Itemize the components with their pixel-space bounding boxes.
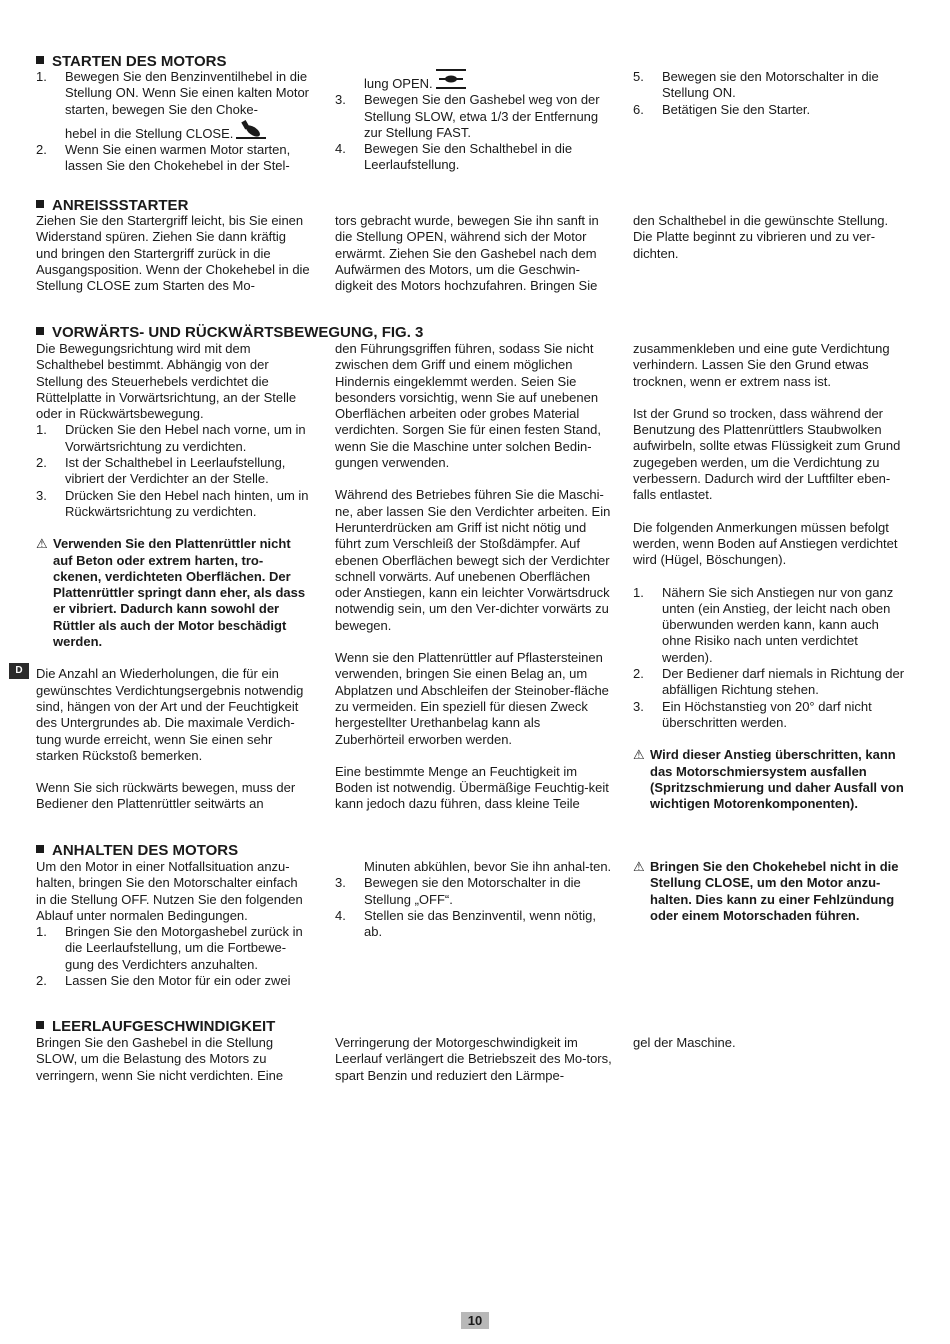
page-number: 10 — [461, 1312, 489, 1329]
heading-starten-des-motors: STARTEN DES MOTORS — [36, 53, 226, 70]
heading-leerlaufgeschwindigkeit: LEERLAUFGESCHWINDIGKEIT — [36, 1018, 275, 1035]
warning-icon: ⚠ — [36, 536, 48, 552]
list-item: 2. Lassen Sie den Motor für ein oder zwei — [36, 973, 291, 989]
s4-col1: Um den Motor in einer Notfallsituation anzu-halten, bringen Sie den Motorschalter einfach in die Stellung OFF. Nutzen Sie den folgenden Ablauf unter normalen Bedingungen. 1. Bringen Sie den Motorgashebel zurück in die Leerlaufstellung, um die Fortbewe-gung des Verdichters anzuhalten. 2. Lassen Sie den Motor für ein oder zwei — [36, 859, 311, 989]
heading-vorwaerts-rueckwaerts: VORWÄRTS- UND RÜCKWÄRTSBEWEGUNG, FIG. 3 — [36, 324, 423, 341]
choke-open-icon — [435, 68, 467, 90]
bullet-square — [36, 845, 44, 853]
list-item: 2. Wenn Sie einen warmen Motor starten, lassen Sie den Chokehebel in der Stel- — [36, 142, 291, 174]
choke-close-icon — [235, 118, 267, 140]
list-item: 6. Betätigen Sie den Starter. — [633, 101, 811, 117]
s3-col1: Die Bewegungsrichtung wird mit dem Schalthebel bestimmt. Abhängig von der Stellung des Steuerhebels verdichtet die Rüttelplatte in Vorwärtsrichtung, an der Stelle oder in Rückwärtsbewegung. 1. Drücken Sie den Hebel nach vorne, um in Vorwärtsrichtung zu verdichten. 2. Ist der Schalthebel in Leerlaufstellung, vibriert der Verdichter an der Stelle. 3. Drücken Sie den Hebel nach hinten, um in Rückwärtsrichtung zu verdichten. ⚠ Verwenden Sie den Plattenrüttler nicht auf Beton oder extrem harten, tro-ckenen, verdichteten Oberflächen. Der Plattenrüttler springt dann eher, als dass er vibriert. Dadurch kann sowohl der Rüttler als auch der Motor beschädigt werden. Die Anzahl an Wiederholungen, die für ein gewünschtes Verdichtungsergebnis notwendig sind, hängen von der Art und der Feuchtigkeit des Untergrundes ab. Die maximale Verdich-tung wurde erreicht, wenn Sie einen sehr starken Rückstoß bemerken. Wenn Sie sich rückwärts bewegen, muss der Bediener den Plattenrüttler seitwärts an — [36, 341, 311, 813]
list-item: 1. Drücken Sie den Hebel nach vorne, um in Vorwärtsrichtung zu verdichten. — [36, 422, 306, 454]
bullet-square — [36, 200, 44, 208]
warning-icon: ⚠ — [633, 859, 645, 874]
warning-note: ⚠ Verwenden Sie den Plattenrüttler nicht auf Beton oder extrem harten, tro-ckenen, verdichteten Oberflächen. Der Plattenrüttler springt dann eher, als dass er vibriert. Dadurch kann sowohl der Rüttler als auch der Motor beschädigt werden. — [36, 536, 306, 650]
s1-col2: lung OPEN. 3. Bewegen Sie den Gashebel weg von der Stellung SLOW, etwa 1/3 der Entfernung zur Stellung FAST. 4. Bewegen Sie den Schalthebel in die Leerlaufstellung. — [335, 68, 613, 174]
list-item: 2. Ist der Schalthebel in Leerlaufstellung, vibriert der Verdichter an der Stelle. — [36, 455, 286, 487]
list-item: 3. Drücken Sie den Hebel nach hinten, um in Rückwärtsrichtung zu verdichten. — [36, 487, 309, 519]
list-item: 3. Bewegen sie den Motorschalter in die Stellung „OFF“. — [335, 875, 581, 907]
heading-anhalten-des-motors: ANHALTEN DES MOTORS — [36, 842, 238, 859]
warning-note: ⚠ Bringen Sie den Chokehebel nicht in die Stellung CLOSE, um den Motor anzu-halten. Dies kann zu einer Fehlzündung oder einem Motorschaden führen. — [633, 859, 899, 923]
language-tab: D — [9, 663, 29, 679]
s5-col2: Verringerung der Motorgeschwindigkeit im Leerlauf verlängert die Betriebszeit des Mo-tors, spart Benzin und reduziert den Lärmpe- — [335, 1035, 612, 1083]
list-item: 3. Bewegen Sie den Gashebel weg von der Stellung SLOW, etwa 1/3 der Entfernung zur Stellung FAST. — [335, 92, 600, 140]
heading-anreissstarter: ANREISSSTARTER — [36, 197, 188, 214]
bullet-square — [36, 1021, 44, 1029]
s1-col1 — [36, 69, 311, 175]
s4-col2: Minuten abkühlen, bevor Sie ihn anhal-ten. 3. Bewegen sie den Motorschalter in die Stellung „OFF“. 4. Stellen sie das Benzinventil, wenn nötig, ab. — [335, 859, 612, 940]
s2-col3: den Schalthebel in die gewünschte Stellung. Die Platte beginnt zu vibrieren und zu ver-dichten. — [633, 213, 889, 261]
bullet-square — [36, 56, 44, 64]
list-item: 1. Bewegen Sie den Benzinventilhebel in die Stellung ON. Wenn Sie einen kalten Motor starten, bewegen Sie den Choke- hebel in die Stellung CLOSE. — [36, 69, 310, 141]
list-item: 3. Ein Höchstanstieg von 20° darf nicht überschritten werden. — [633, 698, 872, 730]
list-item: 1. Bringen Sie den Motorgashebel zurück in die Leerlaufstellung, um die Fortbewe-gung des Verdichters anzuhalten. — [36, 924, 303, 972]
bullet-square — [36, 327, 44, 335]
list-item: 4. Stellen sie das Benzinventil, wenn nötig, ab. — [335, 907, 596, 940]
list-item: 5. Bewegen sie den Motorschalter in die Stellung ON. — [633, 69, 879, 101]
warning-note: ⚠ Wird dieser Anstieg überschritten, kann das Motorschmiersystem ausfallen (Spritzschmierung und daher Ausfall von wichtigen Motorenkomponenten). — [633, 747, 904, 812]
s5-col1: Bringen Sie den Gashebel in die Stellung SLOW, um die Belastung des Motors zu verringern, wenn Sie nicht verdichten. Eine — [36, 1035, 284, 1083]
s2-col2: tors gebracht wurde, bewegen Sie ihn sanft in die Stellung OPEN, während sich der Motor erwärmt. Ziehen Sie den Gashebel nach dem Aufwärmen des Motors, um die Geschwin-digkeit des Motors hochzufahren. Bringen Sie — [335, 213, 599, 294]
s4-col3 — [633, 859, 911, 924]
warning-icon: ⚠ — [633, 747, 645, 763]
s3-col3: zusammenkleben und eine gute Verdichtung verhindern. Lassen Sie den Grund etwas trocknen, wenn er extrem nass ist. Ist der Grund so trocken, dass während der Benutzung des Plattenrüttlers Staubwolken aufwirbeln, sollte etwas Flüssigkeit zum Grund zugegeben werden, um die Verdichtung zu verbessern. Dadurch wird der Luftfilter eben-falls entlastet. Die folgenden Anmerkungen müssen befolgt werden, wenn Boden auf Anstiegen verdichtet wird (Hügel, Böschungen). 1. Nähern Sie sich Anstiegen nur von ganz unten (ein Anstieg, der leicht nach oben überwunden werden kann, kann auch ohne Risiko nach unten verdichtet werden). 2. Der Bediener darf niemals in Richtung der abfälligen Richtung stehen. 3. Ein Höchstanstieg von 20° darf nicht überschritten werden. ⚠ Wird dieser Anstieg überschritten, kann das Motorschmiersystem ausfallen (Spritzschmierung und daher Ausfall von wichtigen Motorenkomponenten). — [633, 341, 911, 812]
s5-col3: gel der Maschine. — [633, 1035, 736, 1050]
list-item: 1. Nähern Sie sich Anstiegen nur von ganz unten (ein Anstieg, der leicht nach oben überwunden werden kann, kann auch ohne Risiko nach unten verdichtet werden). — [633, 584, 894, 665]
list-item: 4. Bewegen Sie den Schalthebel in die Leerlaufstellung. — [335, 141, 573, 173]
list-item: 2. Der Bediener darf niemals in Richtung der abfälligen Richtung stehen. — [633, 666, 905, 698]
s2-col1: Ziehen Sie den Startergriff leicht, bis Sie einen Widerstand spüren. Ziehen Sie dann kräftig und bringen den Startergriff zurück in die Ausgangsposition. Wenn der Chokehebel in die Stellung CLOSE zum Starten des Mo- — [36, 213, 310, 294]
s1-col3 — [633, 69, 911, 118]
s3-col2: den Führungsgriffen führen, sodass Sie nicht zwischen dem Griff und einem möglichen Hindernis eingeklemmt werden. Seien Sie besonders vorsichtig, wenn Sie auf unebenen Oberflächen arbeiten oder grobes Material verdichten. Sorgen Sie für einen festen Stand, wenn Sie die Maschine unter solchen Bedin-gungen verwenden. Während des Betriebes führen Sie die Maschi-ne, aber lassen Sie den Verdichter arbeiten. Ein Herunterdrücken am Griff ist nicht nötig und führt zum Verschleiß der Stoßdämpfer. Auf ebenen Oberflächen bewegt sich der Verdichter schnell vorwärts. Auf unebenen Oberflächen oder Anstiegen, kann ein leichter Vorwärtsdruck notwendig sein, um den Ver-dichter vorwärts zu bewegen. Wenn sie den Plattenrüttler auf Pflastersteinen verwenden, bringen Sie einen Belag an, um Abplatzen und Abschleifen der Steinober-fläche zu vermeiden. Ein speziell für diesen Zweck hergestellter Urethanbelag kann als Zuberhörteil erworben werden. Eine bestimmte Menge an Feuchtigkeit im Boden ist notwendig. Übermäßige Feuchtig-keit kann jedoch dazu führen, dass kleine Teile — [335, 341, 611, 812]
